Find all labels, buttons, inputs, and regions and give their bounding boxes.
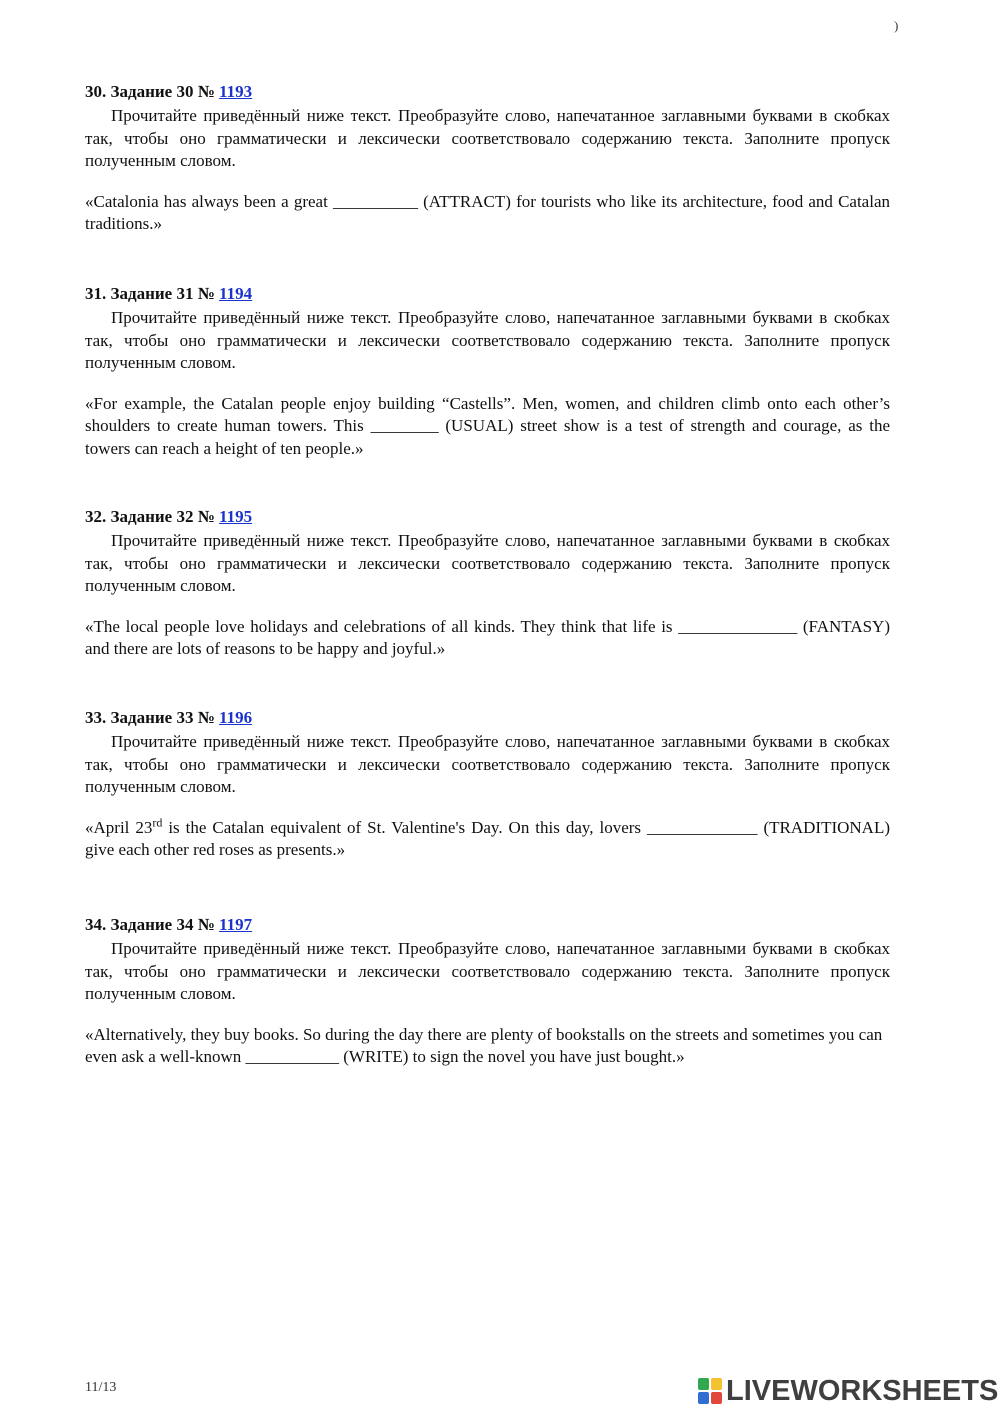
liveworksheets-logo-icon bbox=[698, 1378, 722, 1404]
task-number-link[interactable]: 1193 bbox=[219, 82, 253, 101]
task-instruction: Прочитайте приведённый ниже текст. Преобразуйте слово, напечатанное заглавными буквами в скобках так, чтобы оно грамматически и лексически соответствовало содержанию текста. Заполните пропуск полученным словом. bbox=[85, 106, 890, 170]
task-title: 34. Задание 34 № 1197 bbox=[85, 915, 253, 934]
logo-square-red bbox=[711, 1392, 722, 1404]
ordinal-suffix: rd bbox=[152, 814, 163, 829]
corner-mark: ) bbox=[894, 18, 899, 33]
brand-logo bbox=[698, 1376, 998, 1406]
task-text: «For example, the Catalan people enjoy building “Castells”. Men, women, and children climb onto each other’s shoulders to create human towers. This ________ (USUAL) street show is a test of strength and courage, as the towers can reach a height of ten people.» bbox=[85, 393, 890, 458]
task-title: 30. Задание 30 № 1193 bbox=[85, 82, 253, 101]
task-title: 31. Задание 31 № 1194 bbox=[85, 284, 253, 303]
task-title: 33. Задание 33 № 1196 bbox=[85, 708, 253, 727]
logo-square-green bbox=[698, 1378, 709, 1390]
task-number-link[interactable]: 1194 bbox=[219, 284, 253, 303]
task-number-link[interactable]: 1196 bbox=[219, 708, 253, 727]
task-34 bbox=[85, 914, 890, 1069]
task-instruction: Прочитайте приведённый ниже текст. Преобразуйте слово, напечатанное заглавными буквами в скобках так, чтобы оно грамматически и лексически соответствовало содержанию текста. Заполните пропуск полученным словом. bbox=[85, 939, 890, 1003]
task-text-line: «Alternatively, they buy books. So during the day there are plenty of bookstalls on the streets and sometimes you can bbox=[85, 1024, 883, 1044]
task-33 bbox=[85, 707, 890, 862]
task-31 bbox=[85, 283, 890, 460]
task-title: 32. Задание 32 № 1195 bbox=[85, 507, 253, 526]
task-instruction: Прочитайте приведённый ниже текст. Преобразуйте слово, напечатанное заглавными буквами в скобках так, чтобы оно грамматически и лексически соответствовало содержанию текста. Заполните пропуск полученным словом. bbox=[85, 531, 890, 595]
task-text: «April 23rd is the Catalan equivalent of St. Valentine's Day. On this day, lovers _____________ (TRADITIONAL) give each other red roses as presents.» bbox=[85, 814, 890, 859]
task-instruction: Прочитайте приведённый ниже текст. Преобразуйте слово, напечатанное заглавными буквами в скобках так, чтобы оно грамматически и лексически соответствовало содержанию текста. Заполните пропуск полученным словом. bbox=[85, 308, 890, 372]
task-instruction: Прочитайте приведённый ниже текст. Преобразуйте слово, напечатанное заглавными буквами в скобках так, чтобы оно грамматически и лексически соответствовало содержанию текста. Заполните пропуск полученным словом. bbox=[85, 732, 890, 796]
task-30 bbox=[85, 81, 890, 236]
brand-name: LIVEWORKSHEETS bbox=[726, 1375, 999, 1407]
logo-square-blue bbox=[698, 1392, 709, 1404]
task-text-line: even ask a well-known ___________ (WRITE) to sign the novel you have just bought.» bbox=[85, 1047, 685, 1066]
logo-square-yellow bbox=[711, 1378, 722, 1390]
task-text: «Catalonia has always been a great __________ (ATTRACT) for tourists who like its architecture, food and Catalan traditions.» bbox=[85, 191, 890, 233]
task-text: «The local people love holidays and celebrations of all kinds. They think that life is ______________ (FANTASY) and there are lots of reasons to be happy and joyful.» bbox=[85, 616, 890, 658]
task-32 bbox=[85, 506, 890, 661]
page-number: 11/13 bbox=[85, 1380, 117, 1395]
task-number-link[interactable]: 1197 bbox=[219, 915, 253, 934]
task-number-link[interactable]: 1195 bbox=[219, 507, 253, 526]
task-text bbox=[85, 1024, 890, 1069]
